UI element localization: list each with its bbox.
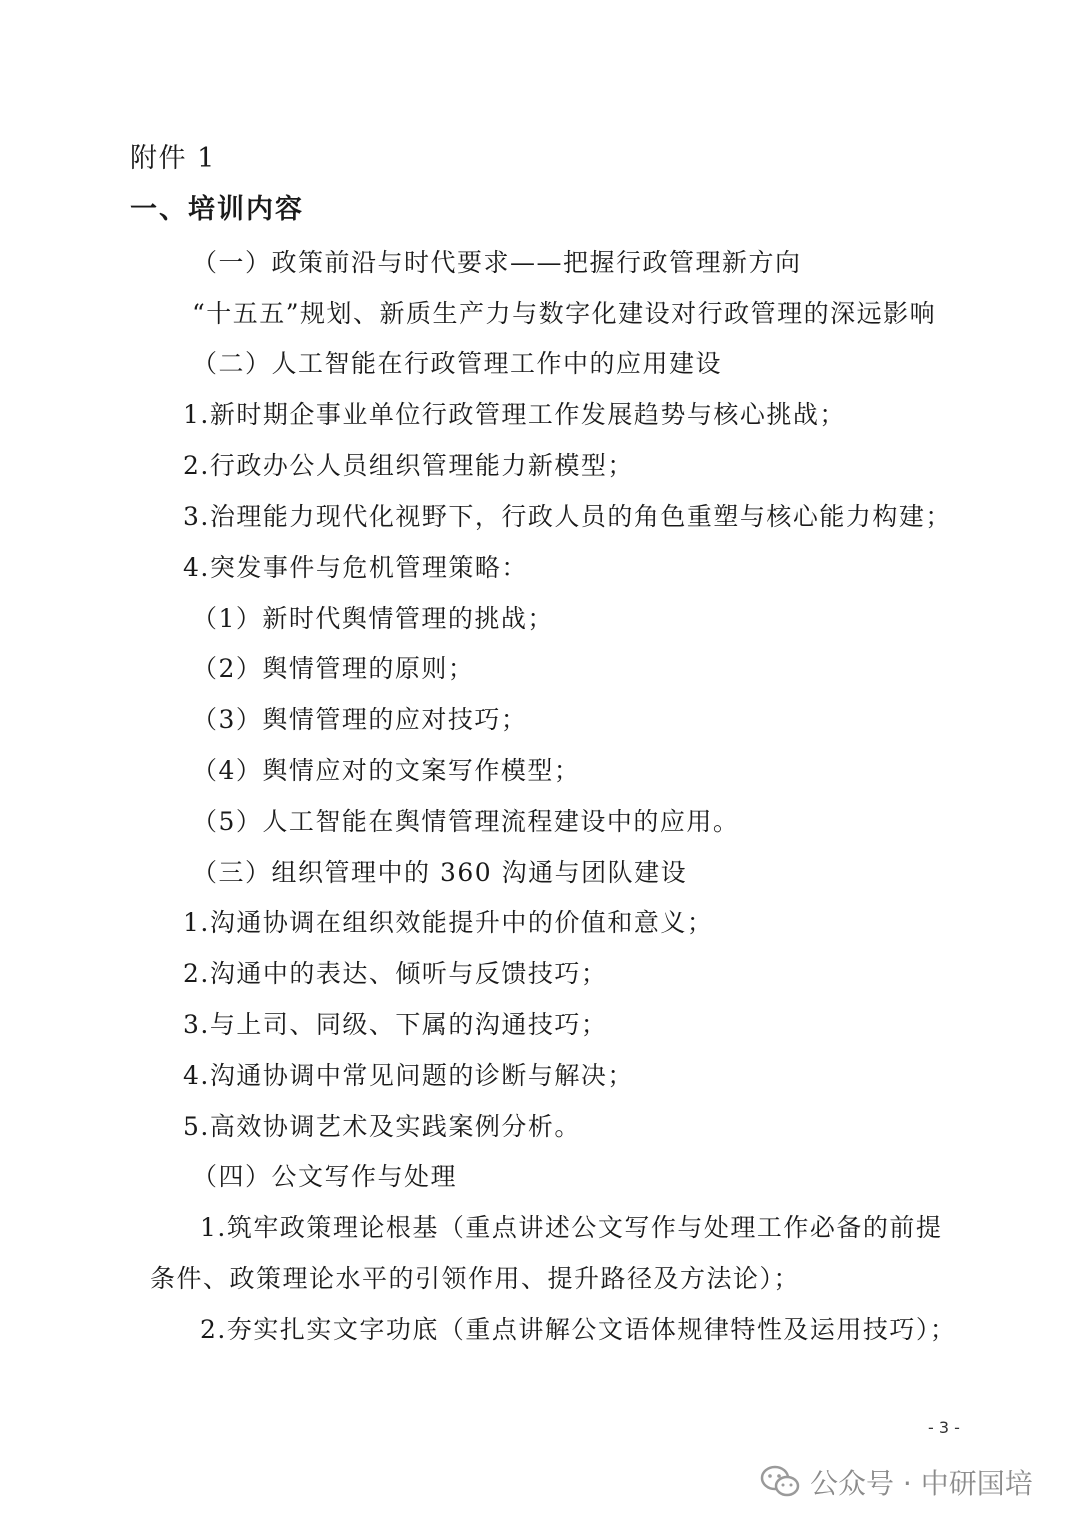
wechat-icon [760,1465,800,1499]
subsection-heading: （三）组织管理中的 360 沟通与团队建设 [192,858,688,887]
list-item: 3.治理能力现代化视野下，行政人员的角色重塑与核心能力构建； [183,502,952,531]
subsection-heading: （四）公文写作与处理 [192,1162,458,1191]
sub-list-item: （5）人工智能在舆情管理流程建设中的应用。 [192,807,740,836]
sub-list-item: （2）舆情管理的原则； [192,654,475,683]
sub-list-item: （4）舆情应对的文案写作模型； [192,756,581,785]
watermark [760,1462,1033,1502]
list-item: 1.新时期企事业单位行政管理工作发展趋势与核心挑战； [183,400,846,429]
list-item: 4.沟通协调中常见问题的诊断与解决； [183,1061,634,1090]
sub-list-item: （1）新时代舆情管理的挑战； [192,604,554,633]
subsection-heading: （二）人工智能在行政管理工作中的应用建设 [192,349,723,378]
list-item: 1.筑牢政策理论根基（重点讲述公文写作与处理工作必备的前提 [200,1213,943,1242]
attachment-label: 附件 1 [130,143,216,174]
list-item: 1.沟通协调在组织效能提升中的价值和意义； [183,908,714,937]
watermark-text: 公众号 · 中研国培 [810,1467,1033,1500]
list-item: 5.高效协调艺术及实践案例分析。 [183,1112,581,1141]
section-title: 一、培训内容 [130,194,304,225]
list-item: 2.沟通中的表达、倾听与反馈技巧； [183,959,608,988]
list-item-continuation: 条件、政策理论水平的引领作用、提升路径及方法论）； [150,1264,801,1293]
list-item: 4.突发事件与危机管理策略： [183,553,528,582]
list-item: 2.行政办公人员组织管理能力新模型； [183,451,634,480]
page-number: - 3 - [928,1418,960,1437]
subsection-heading: （一）政策前沿与时代要求——把握行政管理新方向 [192,248,802,277]
sub-list-item: （3）舆情管理的应对技巧； [192,705,528,734]
list-item: 2.夯实扎实文字功底（重点讲解公文语体规律特性及运用技巧）； [200,1315,957,1344]
body-line: “十五五”规划、新质生产力与数字化建设对行政管理的深远影响 [192,299,937,328]
list-item: 3.与上司、同级、下属的沟通技巧； [183,1010,608,1039]
